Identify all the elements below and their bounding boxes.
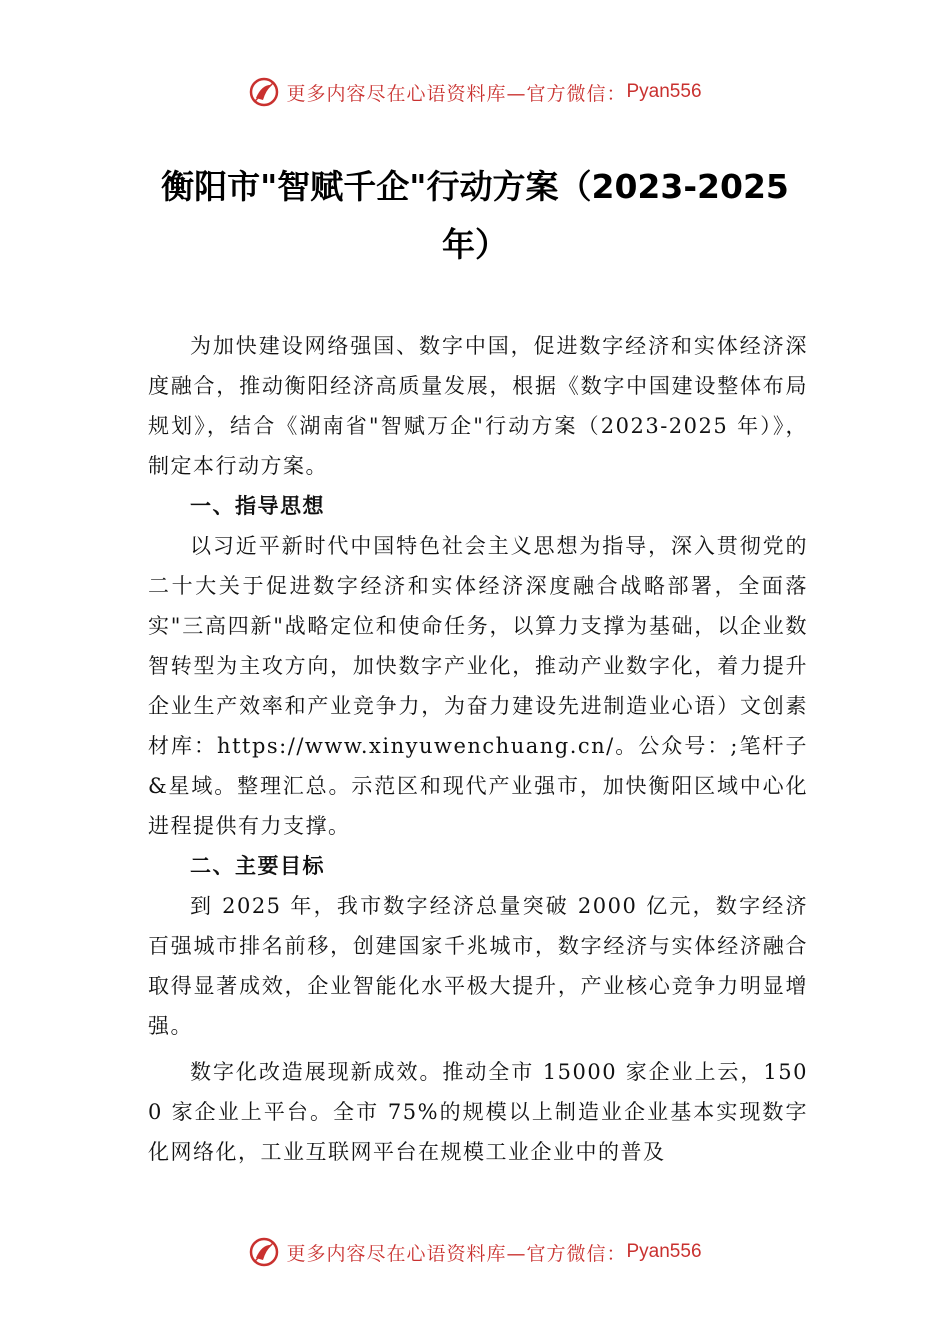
guiding-ideology-paragraph: 以习近平新时代中国特色社会主义思想为指导，深入贯彻党的二十大关于促进数字经济和实体经济深度融合战略部署，全面落实"三高四新"战略定位和使命任务，以算力支撑为基础，以企业数智转型为主攻方向，加快数字产业化，推动产业数字化，着力提升企业生产效率和产业竞争力，为奋力建设先进制造业心语）文创素材库：https://www.xinyuwenchuang.cn/。公众号：;笔杆子&星域。整理汇总。示范区和现代产业强市，加快衡阳区域中心化进程提供有力支撑。: [148, 534, 808, 838]
banner-account: Pyan556: [626, 1241, 702, 1262]
watermark-banner-top: [0, 72, 950, 112]
document-title: 衡阳市"智赋千企"行动方案（2023-2025年）: [161, 167, 789, 264]
document-body: [148, 326, 808, 1172]
logo-icon: [248, 76, 280, 108]
section-heading-main-goals: 二、主要目标: [190, 854, 325, 878]
logo-icon: [248, 1236, 280, 1268]
section-heading-guiding-ideology: 一、指导思想: [190, 494, 325, 518]
main-goals-paragraph: 到 2025 年，我市数字经济总量突破 2000 亿元，数字经济百强城市排名前移，创建国家千兆城市，数字经济与实体经济融合取得显著成效，企业智能化水平极大提升，产业核心竞争力明显增强。: [148, 894, 808, 1038]
watermark-banner-bottom: [0, 1232, 950, 1272]
banner-text: 更多内容尽在心语资料库—官方微信：: [286, 1242, 627, 1265]
intro-paragraph: 为加快建设网络强国、数字中国，促进数字经济和实体经济深度融合，推动衡阳经济高质量发展，根据《数字中国建设整体布局规划》，结合《湖南省"智赋万企"行动方案（2023-2025 年）》，制定本行动方案。: [148, 334, 808, 478]
banner-text: 更多内容尽在心语资料库—官方微信：: [286, 82, 627, 105]
banner-account: Pyan556: [626, 81, 702, 102]
digital-transformation-paragraph: 数字化改造展现新成效。推动全市 15000 家企业上云，1500 家企业上平台。全市 75%的规模以上制造业企业基本实现数字化网络化，工业互联网平台在规模工业企业中的普及: [148, 1060, 808, 1164]
